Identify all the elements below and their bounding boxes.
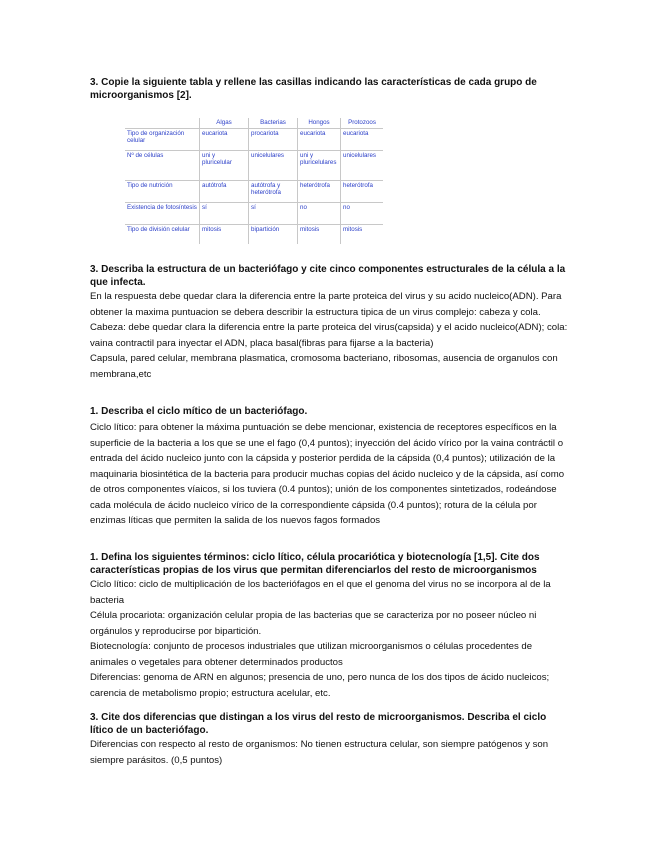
table-cell: eucariota <box>298 128 341 150</box>
row-label: Nº de células <box>125 150 200 180</box>
table-row <box>125 180 383 202</box>
row-label: Tipo de organización celular <box>125 128 200 150</box>
answer-line: Ciclo lítico: ciclo de multiplicación de los bacteriófagos en el que el genoma del virus no se incorpora al de la bacteria <box>90 579 551 606</box>
answer-line: Célula procariota: organización celular propia de las bacterias que se caracteriza por no poseer núcleo ni orgánulos y reproducirse por bipartición. <box>90 610 537 637</box>
question-heading: 1. Defina los siguientes términos: ciclo lítico, célula procariótica y biotecnología [1,5]. Cite dos características propias de los virus que permitan diferenciarlos del resto de microorganismos <box>90 552 540 576</box>
table-cell: procariota <box>249 128 298 150</box>
row-label: Tipo de división celular <box>125 224 200 244</box>
table-cell: mitosis <box>341 224 384 244</box>
table-cell: unicelulares <box>341 150 384 180</box>
answer-paragraph: Diferencias con respecto al resto de organismos: No tienen estructura celular, son siempre patógenos y son siempre parásitos. (0,5 puntos) <box>90 739 549 766</box>
table-cell: uni y pluricelulares <box>298 150 341 180</box>
table-cell: sí <box>200 202 249 224</box>
table-header: Protozoos <box>341 118 384 128</box>
table-cell: sí <box>249 202 298 224</box>
table-cell: eucariota <box>200 128 249 150</box>
table-row <box>125 224 383 244</box>
row-label: Existencia de fotosíntesis <box>125 202 200 224</box>
section-lytic-cycle <box>90 405 570 529</box>
table-cell: heterótrofa <box>298 180 341 202</box>
table-header: Algas <box>200 118 249 128</box>
table-cell: mitosis <box>200 224 249 244</box>
question-heading: 3. Copie la siguiente tabla y rellene las casillas indicando las características de cada grupo de microorganismos [2]. <box>90 77 537 101</box>
table-header-row <box>125 118 383 128</box>
table-cell: mitosis <box>298 224 341 244</box>
table-row <box>125 150 383 180</box>
table-row <box>125 128 383 150</box>
table-cell: autótrofa <box>200 180 249 202</box>
answer-paragraph: Capsula, pared celular, membrana plasmatica, cromosoma bacteriano, ribosomas, ausencia de organulos con membrana,etc <box>90 353 558 380</box>
answer-line: Diferencias: genoma de ARN en algunos; presencia de uno, pero nunca de los dos tipos de ácido nucleicos; carencia de metabolismo propio; estructura acelular, etc. <box>90 672 550 699</box>
question-heading: 3. Describa la estructura de un bacteriófago y cite cinco componentes estructurales de la célula a la que infecta. <box>90 264 566 288</box>
table-cell: bipartición <box>249 224 298 244</box>
table-cell: eucariota <box>341 128 384 150</box>
microorganism-table <box>125 118 383 244</box>
table-cell: heterótrofa <box>341 180 384 202</box>
section-bacteriophage-structure <box>90 263 570 382</box>
table-cell: no <box>341 202 384 224</box>
answer-paragraph: En la respuesta debe quedar clara la diferencia entre la parte proteica del virus y su acido nucleico(ADN). Para obtener la maxima puntuacion se debera describir la estructura tipica de un virus complejo: cabeza y cola. Cabeza: debe quedar clara la diferencia entre la parte proteica del virus(capsida) y el acido nucleico(ADN); cola: vaina contractil para inyectar el ADN, placa basal(fibras para fijarse a la bacteria) <box>90 291 568 349</box>
answer-line: Biotecnología: conjunto de procesos industriales que utilizan microorganismos o células procedentes de animales o vegetales para obtener determinados productos <box>90 641 533 668</box>
answer-paragraph: Ciclo lítico: para obtener la máxima puntuación se debe mencionar, existencia de receptores específicos en la superficie de la bacteria a los que se une el fago (0,4 puntos); inyección del ácido vírico por la vaina contráctil o entrada del ácido nucleico junto con la cápsida y posterior perdida de la cápsida (0,4 puntos); utilización de la maquinaria biosintética de la bacteria para producir muchas copias del ácido nucleico y de la cápsida, así como de otros componentes víaicos, si los tuviera (0.4 puntos); unión de los componentes sintetizados, rodeándose cada molécula de ácido nucleico vírico de la correspondiente cápsida (0.4 puntos); rotura de la célula por enzimas líticas que permiten la salida de los nuevos fagos formados <box>90 422 565 526</box>
table-cell: autótrofa y heterótrofa <box>249 180 298 202</box>
table-header: Hongos <box>298 118 341 128</box>
question-heading: 1. Describa el ciclo mítico de un bacteriófago. <box>90 406 308 417</box>
row-label: Tipo de nutrición <box>125 180 200 202</box>
section-virus-differences <box>90 711 570 768</box>
question-heading: 3. Cite dos diferencias que distingan a los virus del resto de microorganismos. Describa el ciclo lítico de un bacteriófago. <box>90 712 547 736</box>
section-definitions <box>90 551 570 701</box>
table-cell: unicelulares <box>249 150 298 180</box>
table-row <box>125 202 383 224</box>
table-cell: uni y pluricelular <box>200 150 249 180</box>
section-table-question <box>90 76 570 102</box>
table-header: Bacterias <box>249 118 298 128</box>
table-cell: no <box>298 202 341 224</box>
